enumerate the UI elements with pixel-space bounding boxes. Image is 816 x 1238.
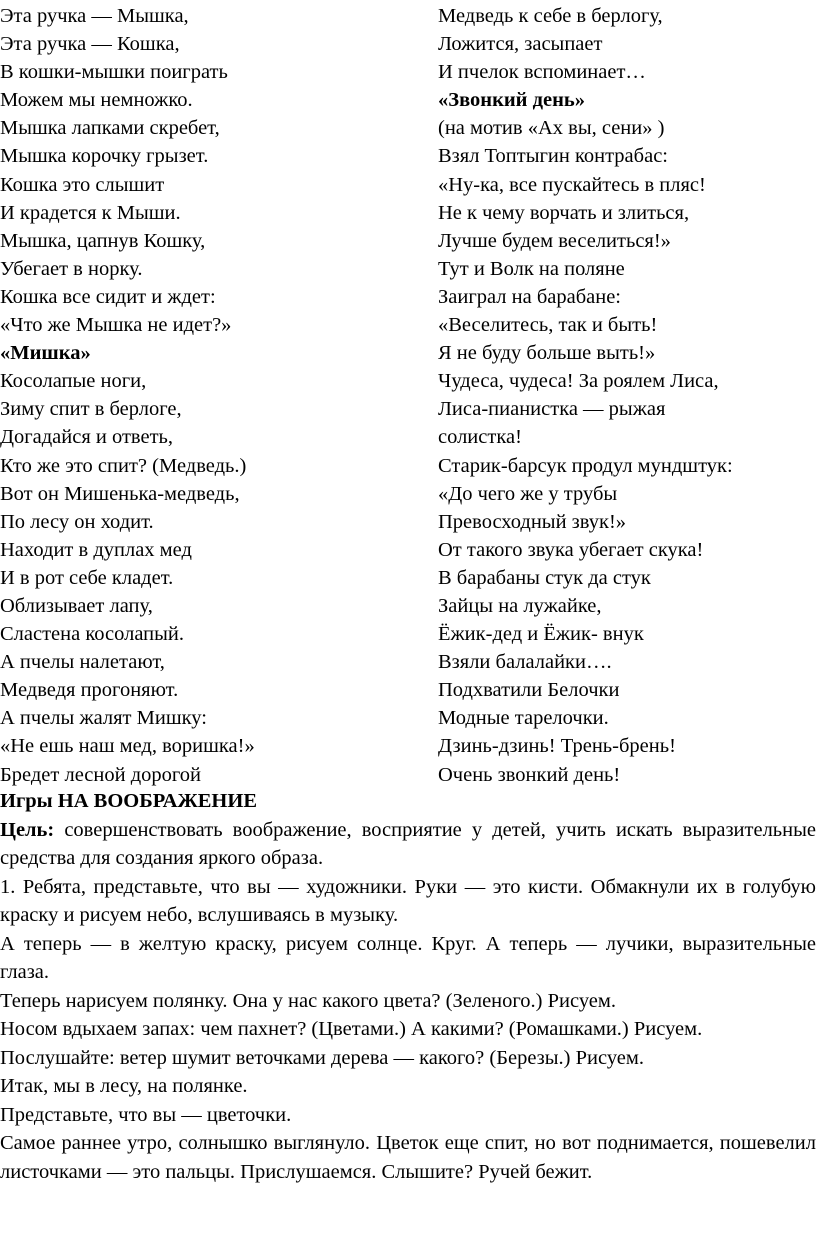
paragraph-7: Представьте, что вы — цветочки.: [0, 1103, 292, 1126]
paragraph-4: Носом вдыхаем запах: чем пахнет? (Цветами.) А какими? (Ромашками.) Рисуем.: [0, 1018, 703, 1040]
goal-paragraph: [0, 816, 816, 873]
right-poem-line: Превосходный звук!»: [438, 510, 627, 533]
left-poem-line: И крадется к Мыши.: [0, 201, 181, 224]
right-poem-line: Взяли балалайки….: [438, 651, 612, 674]
imagination-games-section: [0, 787, 816, 1186]
left-poem-line: Кто же это спит? (Медведь.): [0, 454, 247, 477]
left-poem-line: По лесу он ходит.: [0, 510, 154, 533]
left-poem-line: «Не ешь наш мед, воришка!»: [0, 735, 255, 758]
right-poem-line: Заиграл на барабане:: [438, 285, 621, 308]
left-poem-line: Облизывает лапу,: [0, 594, 153, 617]
goal-label: Цель:: [0, 818, 55, 841]
right-poem-line: «Ну-ка, все пускайтесь в пляс!: [438, 173, 706, 196]
left-poem-line: Эта ручка — Кошка,: [0, 33, 180, 56]
goal-text: совершенствовать воображение, восприятие у детей, учить искать выразительные средства для создания яркого образа.: [0, 818, 816, 869]
right-poem-line: Подхватили Белочки: [438, 679, 620, 702]
right-poem-line: От такого звука убегает скука!: [438, 538, 704, 561]
paragraph-3: Теперь нарисуем полянку. Она у нас какого цвета? (Зеленого.) Рисуем.: [0, 989, 616, 1012]
right-poem-line: Зайцы на лужайке,: [438, 594, 602, 617]
right-poem-line: Медведь к себе в берлогу,: [438, 5, 663, 27]
right-poem-line: Старик-барсук продул мундштук:: [438, 454, 733, 477]
right-poem-line: «До чего же у трубы: [438, 482, 618, 505]
left-poem-line: Сластена косолапый.: [0, 623, 185, 646]
left-poem-line: Бредет лесной дорогой: [0, 763, 202, 786]
left-poem-line: Мышка, цапнув Кошку,: [0, 229, 206, 252]
right-poem-line: «Веселитесь, так и быть!: [438, 314, 658, 337]
left-poem-line: Кошка все сидит и ждет:: [0, 285, 216, 308]
left-poem-line: Убегает в норку.: [0, 257, 143, 280]
right-poem-line: Чудеса, чудеса! За роялем Лиса,: [438, 370, 719, 393]
right-poem-line: (на мотив «Ах вы, сени» ): [438, 117, 665, 140]
left-poem-line: А пчелы налетают,: [0, 651, 165, 674]
left-poem-line: Медведя прогоняют.: [0, 679, 179, 702]
left-poem-line: Догадайся и ответь,: [0, 426, 174, 449]
left-poem-line: Мышка корочку грызет.: [0, 145, 209, 168]
right-poem-line: Ёжик-дед и Ёжик- внук: [438, 623, 644, 646]
left-poem-line: А пчелы жалят Мишку:: [0, 707, 207, 730]
left-poem-line: Мышка лапками скребет,: [0, 117, 220, 140]
left-poem-line: В кошки-мышки поиграть: [0, 61, 228, 84]
paragraph-1: 1. Ребята, представьте, что вы — художники. Руки — это кисти. Обмакнули их в голубую краску и рисуем небо, вслушиваясь в музыку.: [0, 875, 816, 926]
right-poem-line: Очень звонкий день!: [438, 763, 621, 786]
right-poem-line: Не к чему ворчать и злиться,: [438, 201, 690, 224]
left-poem-line: Зиму спит в берлоге,: [0, 398, 182, 421]
right-poem-line: Лучше будем веселиться!»: [438, 229, 671, 252]
right-poem-line: солистка!: [438, 426, 522, 449]
right-poem-line: И пчелок вспоминает…: [438, 61, 646, 84]
right-poem-line: Взял Топтыгин контрабас:: [438, 145, 668, 168]
left-poem-line: Находит в дуплах мед: [0, 538, 192, 561]
right-poem-line: Дзинь-дзинь! Трень-брень!: [438, 735, 676, 758]
poem-columns: [0, 2, 816, 789]
right-poem-line: «Звонкий день»: [438, 89, 585, 112]
left-poem-line: Вот он Мишенька-медведь,: [0, 482, 240, 505]
paragraph-5: Послушайте: ветер шумит веточками дерева — какого? (Березы.) Рисуем.: [0, 1046, 644, 1069]
left-poem-line: Эта ручка — Мышка,: [0, 5, 189, 27]
paragraph-2: А теперь — в желтую краску, рисуем солнце. Круг. А теперь — лучики, выразительные глаза.: [0, 932, 816, 983]
right-poem-line: Тут и Волк на поляне: [438, 257, 625, 280]
right-poem-column: [438, 2, 816, 789]
right-poem-line: Я не буду больше выть!»: [438, 342, 656, 365]
right-poem-line: В барабаны стук да стук: [438, 566, 651, 589]
paragraph-8: Самое раннее утро, солнышко выглянуло. Цветок еще спит, но вот поднимается, пошевелил листочками — это пальцы. Прислушаемся. Слышите? Ручей бежит.: [0, 1132, 816, 1183]
left-poem-line: Кошка это слышит: [0, 173, 165, 196]
right-poem-line: Ложится, засыпает: [438, 33, 603, 56]
right-poem-line: Модные тарелочки.: [438, 707, 609, 730]
left-poem-line: Косолапые ноги,: [0, 370, 147, 393]
section-heading: Игры НА ВООБРАЖЕНИЕ: [0, 790, 257, 812]
left-poem-line: «Мишка»: [0, 342, 91, 365]
left-poem-line: «Что же Мышка не идет?»: [0, 314, 232, 337]
left-poem-line: И в рот себе кладет.: [0, 566, 174, 589]
left-poem-line: Можем мы немножко.: [0, 89, 193, 112]
paragraph-6: Итак, мы в лесу, на полянке.: [0, 1075, 248, 1097]
left-poem-column: [0, 2, 438, 789]
right-poem-line: Лиса-пианистка — рыжая: [438, 398, 666, 421]
